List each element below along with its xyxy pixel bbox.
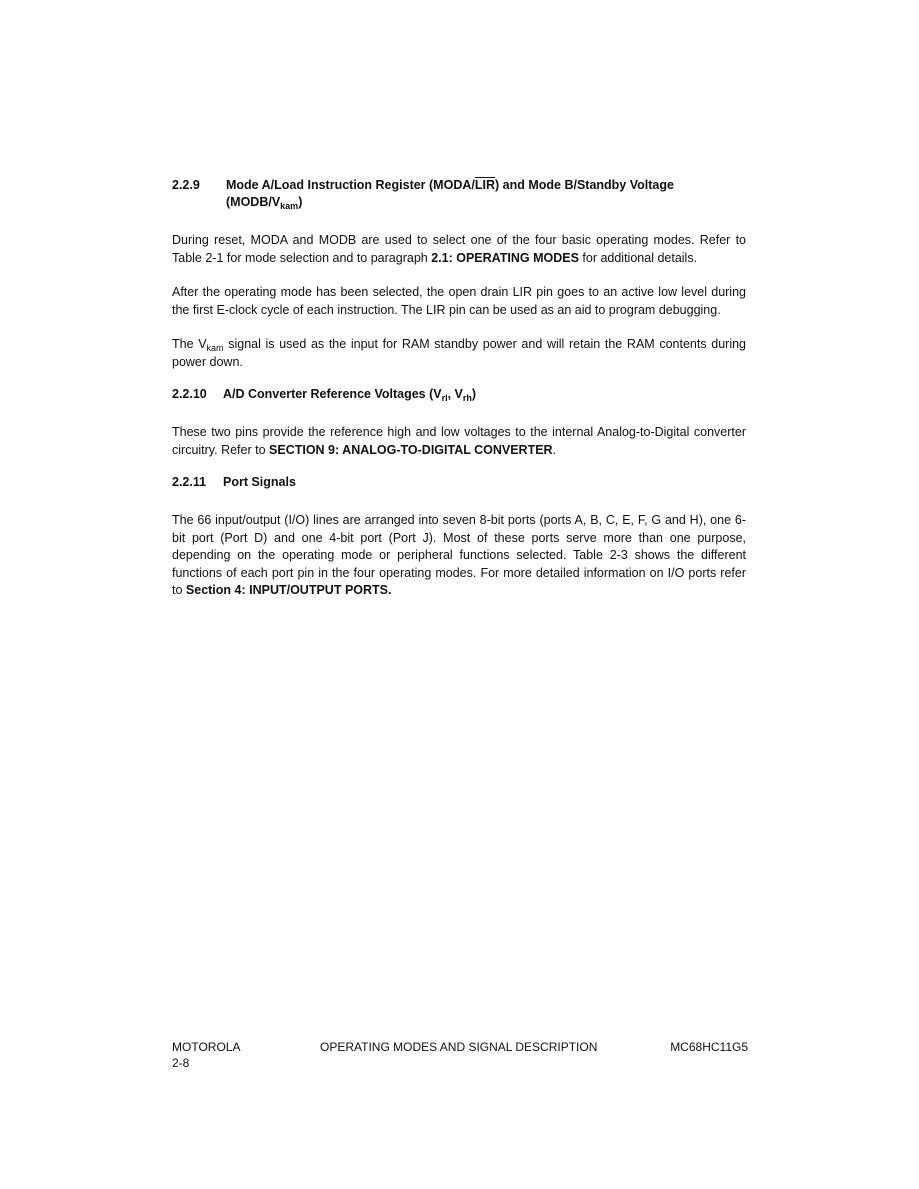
paragraph-text: During reset, MODA and MODB are used to select one of the four basic operating modes. Refer to Table 2-1 for mode selection and to paragraph bbox=[172, 233, 746, 265]
section-heading-2-2-10 bbox=[172, 386, 746, 403]
title-text: A/D Converter Reference Voltages (V bbox=[223, 387, 442, 401]
section-heading-2-2-9 bbox=[172, 177, 746, 211]
footer-part-number: MC68HC11G5 bbox=[670, 1040, 748, 1054]
paragraph-text: for additional details. bbox=[578, 250, 698, 265]
section-number: 2.2.9 bbox=[172, 178, 200, 192]
paragraph-vkam bbox=[172, 336, 746, 371]
paragraph-text: . bbox=[552, 442, 557, 457]
paragraph-bold-reference: 2.1: OPERATING MODES bbox=[431, 250, 579, 265]
footer-company: MOTOROLA bbox=[172, 1040, 241, 1054]
paragraph-port-signals bbox=[172, 512, 746, 600]
title-overline-text: $\overline{LIR}$ bbox=[474, 178, 495, 192]
title-subscript: rh bbox=[462, 393, 472, 403]
title-subscript: rl bbox=[441, 393, 448, 403]
title-text: ) bbox=[471, 387, 477, 401]
section-title bbox=[223, 386, 746, 403]
paragraph-subscript: kam bbox=[206, 343, 224, 353]
footer-chapter-title: OPERATING MODES AND SIGNAL DESCRIPTION bbox=[320, 1040, 598, 1054]
title-text: ) bbox=[298, 195, 303, 209]
section-number: 2.2.10 bbox=[172, 387, 207, 401]
section-heading-2-2-11 bbox=[172, 474, 746, 491]
page-footer bbox=[172, 1040, 748, 1071]
section-number: 2.2.11 bbox=[172, 475, 207, 489]
title-subscript: kam bbox=[280, 201, 299, 211]
paragraph-mode-select bbox=[172, 232, 746, 267]
paragraph-text: The V bbox=[172, 337, 207, 351]
paragraph-reference-voltages bbox=[172, 424, 746, 459]
title-text: (MODB/V bbox=[226, 195, 281, 209]
paragraph-text: The 66 input/output (I/O) lines are arranged into seven 8-bit ports (ports A, B, C, E, F, G and H), one 6-bit port (Port D) and one 4-bit port (Port J). Most of these ports serve more than one purpose, depending on the operating mode or peripheral functions selected. Table 2-3 shows the different functions of each port pin in the four operating modes. For more detailed information on I/O ports refer to bbox=[172, 513, 746, 597]
paragraph-lir-pin: After the operating mode has been selected, the open drain LIR pin goes to an active low level during the first E-clock cycle of each instruction. The LIR pin can be used as an aid to program debugging. bbox=[172, 285, 746, 317]
paragraph-text: signal is used as the input for RAM standby power and will retain the RAM contents during power down. bbox=[172, 337, 747, 369]
title-text: , V bbox=[447, 387, 463, 401]
section-title bbox=[226, 177, 746, 211]
title-text: ) and Mode B/Standby Voltage bbox=[495, 178, 674, 192]
paragraph-text: These two pins provide the reference high and low voltages to the internal Analog-to-Digital converter circuitry. Refer to bbox=[172, 425, 746, 457]
title-text: Mode A/Load Instruction Register (MODA/ bbox=[226, 178, 475, 192]
page-body bbox=[172, 177, 746, 600]
footer-page-number: 2-8 bbox=[172, 1056, 190, 1070]
paragraph-bold-reference: SECTION 9: ANALOG-TO-DIGITAL CONVERTER bbox=[269, 442, 553, 457]
paragraph-bold-reference: Section 4: INPUT/OUTPUT PORTS. bbox=[185, 583, 392, 597]
footer-row bbox=[172, 1040, 748, 1055]
section-title: Port Signals bbox=[223, 475, 296, 489]
